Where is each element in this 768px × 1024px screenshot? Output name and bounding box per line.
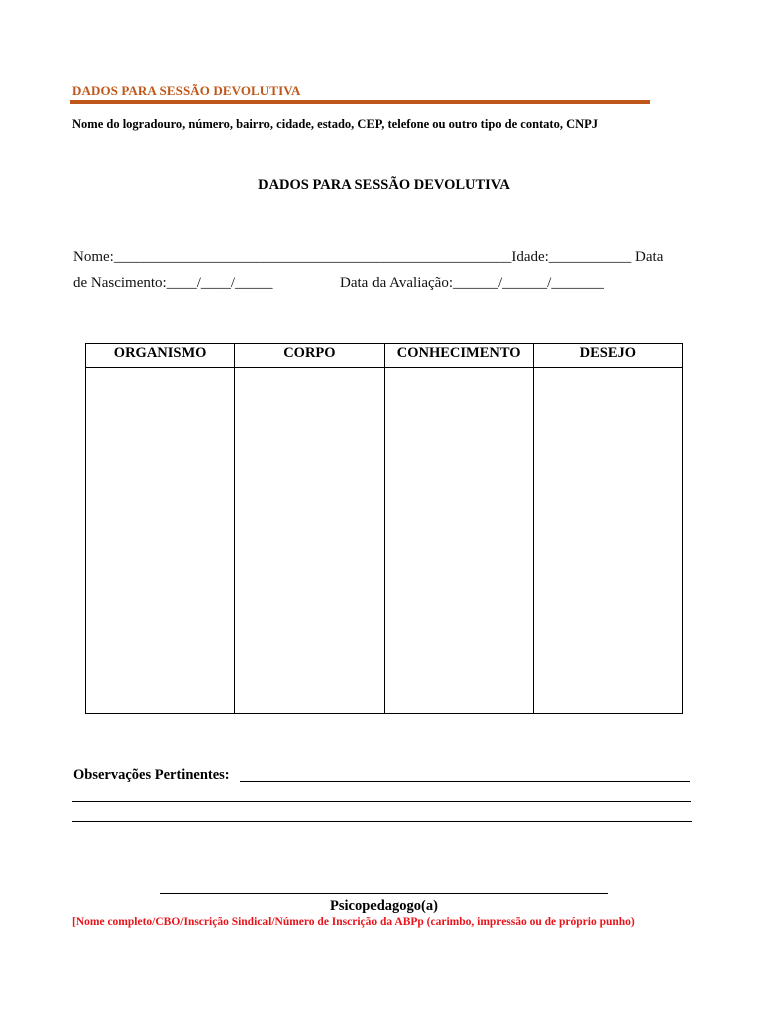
column-header-corpo: CORPO	[235, 344, 384, 368]
dimensions-table	[85, 343, 683, 714]
column-header-desejo: DESEJO	[533, 344, 682, 368]
observations-line-1	[240, 781, 690, 782]
table-row	[86, 368, 683, 714]
signature-line	[160, 893, 608, 894]
column-header-organismo: ORGANISMO	[86, 344, 235, 368]
observations-label: Observações Pertinentes:	[73, 767, 230, 783]
column-header-conhecimento: CONHECIMENTO	[384, 344, 533, 368]
form-title: DADOS PARA SESSÃO DEVOLUTIVA	[258, 177, 510, 193]
desejo-cell	[533, 368, 682, 714]
header-divider	[70, 100, 650, 104]
signature-label: Psicopedagogo(a)	[330, 898, 438, 914]
organismo-cell	[86, 368, 235, 714]
observations-line-2	[72, 801, 691, 802]
observations-line-3	[72, 821, 692, 822]
signature-note: [Nome completo/CBO/Inscrição Sindical/Número de Inscrição da ABPp (carimbo, impressão ou de próprio punho)	[72, 916, 635, 928]
birth-date-field-line: de Nascimento:____/____/_____	[73, 275, 273, 291]
name-age-field-line: Nome:_____________________________________________________Idade:___________ Data	[73, 249, 664, 265]
corpo-cell	[235, 368, 384, 714]
header-title: DADOS PARA SESSÃO DEVOLUTIVA	[72, 83, 301, 98]
table-header-row	[86, 344, 683, 368]
evaluation-date-field-line: Data da Avaliação:______/______/_______	[340, 275, 604, 291]
address-placeholder: Nome do logradouro, número, bairro, cidade, estado, CEP, telefone ou outro tipo de contato, CNPJ	[72, 117, 599, 131]
conhecimento-cell	[384, 368, 533, 714]
